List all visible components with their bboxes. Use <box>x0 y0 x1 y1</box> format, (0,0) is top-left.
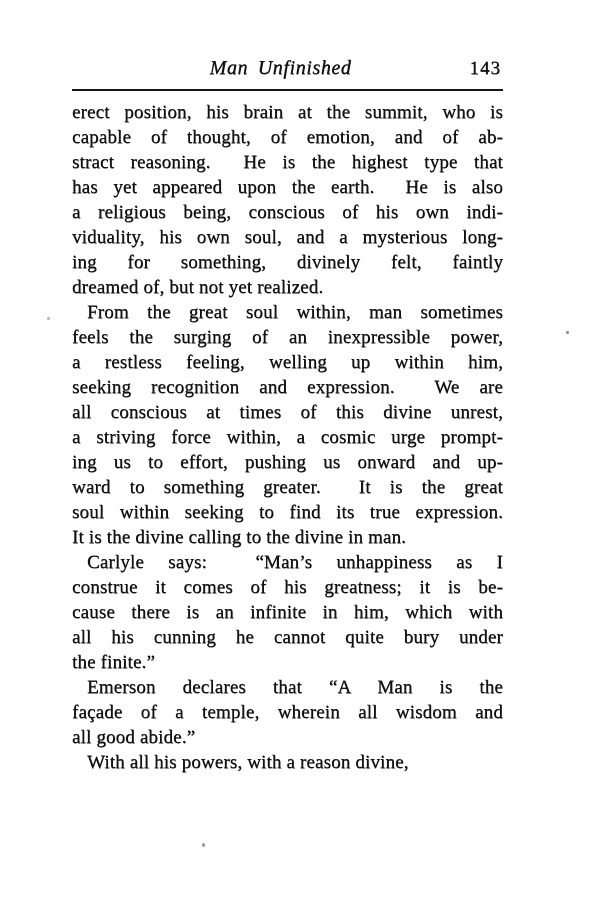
text-line: It is the divine calling to the divine in man. <box>72 527 407 548</box>
body-text <box>72 100 503 775</box>
text-line: all his cunning he cannot quite bury under <box>72 627 503 648</box>
header-rule <box>72 89 503 91</box>
text-line: stract reasoning. He is the highest type that <box>72 152 503 173</box>
text-line: With all his powers, with a reason divine, <box>87 752 409 773</box>
text-line: Carlyle says: “Man’s unhappiness as I <box>87 552 503 573</box>
text-line: ing us to effort, pushing us onward and up- <box>72 452 503 473</box>
text-line: erect position, his brain at the summit, who is <box>72 102 503 123</box>
page-number: 143 <box>469 58 501 79</box>
text-line: a striving force within, a cosmic urge prompt- <box>72 427 503 448</box>
text-line: soul within seeking to find its true expression. <box>72 502 503 523</box>
text-line: seeking recognition and expression. We are <box>72 377 503 398</box>
page-content <box>72 57 503 775</box>
text-line: has yet appeared upon the earth. He is also <box>72 177 503 198</box>
text-line: Emerson declares that “A Man is the <box>87 677 503 698</box>
text-line: a restless feeling, welling up within him, <box>72 352 503 373</box>
text-line: From the great soul within, man sometimes <box>87 302 503 323</box>
running-head <box>72 57 503 83</box>
text-line: dreamed of, but not yet realized. <box>72 277 324 298</box>
text-line: feels the surging of an inexpressible power, <box>72 327 503 348</box>
text-line: all good abide.” <box>72 727 196 748</box>
text-line: a religious being, conscious of his own indi- <box>72 202 503 223</box>
scan-speck <box>47 317 50 320</box>
text-line: all conscious at times of this divine unrest, <box>72 402 503 423</box>
text-line: construe it comes of his greatness; it is be- <box>72 577 503 598</box>
text-line: façade of a temple, wherein all wisdom and <box>72 702 503 723</box>
chapter-title: Man Unfinished <box>209 57 352 79</box>
text-line: cause there is an infinite in him, which with <box>72 602 503 623</box>
text-line: ing for something, divinely felt, faintly <box>72 252 503 273</box>
scan-speck <box>202 843 205 847</box>
scan-speck <box>566 331 569 334</box>
text-line: ward to something greater. It is the great <box>72 477 503 498</box>
text-line: capable of thought, of emotion, and of ab- <box>72 127 503 148</box>
text-line: viduality, his own soul, and a mysterious long- <box>72 227 503 248</box>
text-line: the finite.” <box>72 652 156 673</box>
